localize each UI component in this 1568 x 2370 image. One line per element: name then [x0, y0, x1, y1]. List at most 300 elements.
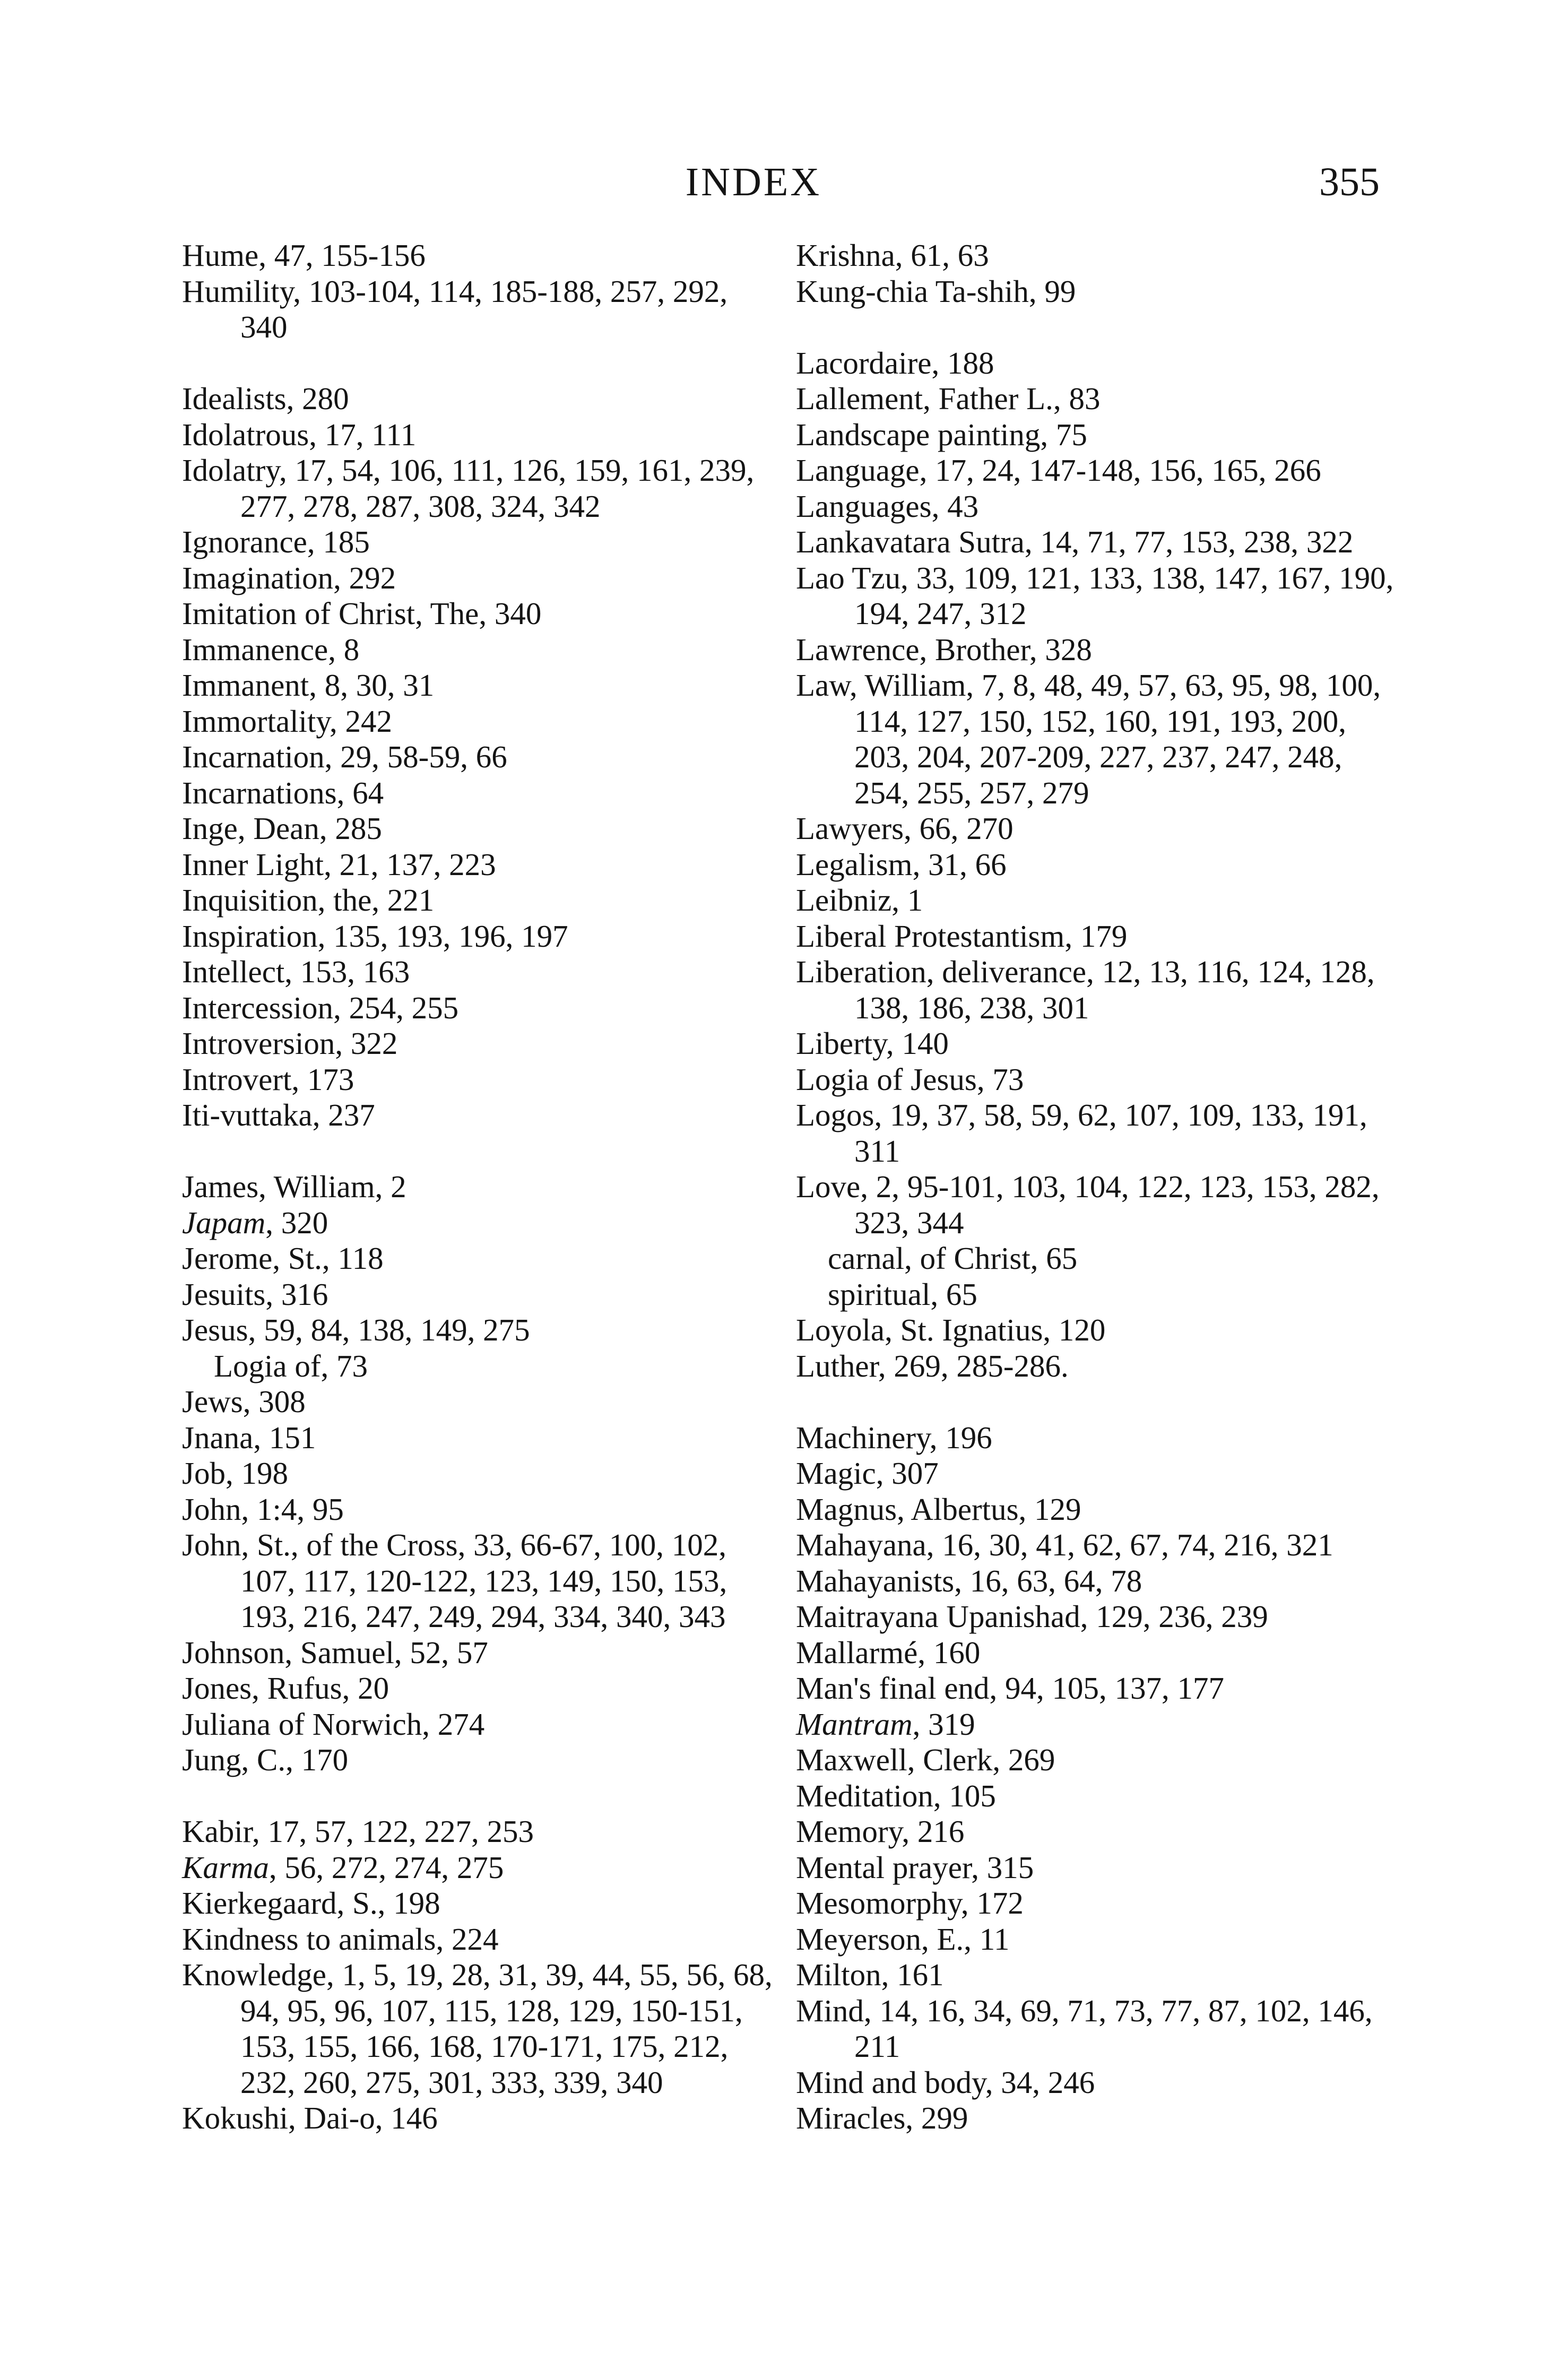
index-entry [182, 1742, 782, 1778]
index-page-refs: 221 [387, 883, 435, 918]
index-term: John, 1:4 [182, 1491, 297, 1527]
index-page-refs: 14, 16, 34, 69, 71, 73, 77, 87, 102, 146, 211 [854, 1993, 1373, 2064]
index-separator: , [1029, 632, 1045, 667]
index-separator: , [312, 1097, 328, 1132]
index-page-refs: 29, 58-59, 66 [340, 739, 507, 774]
index-separator: , [242, 1384, 259, 1419]
index-entry [796, 1671, 1396, 1707]
index-page-refs: 146 [391, 2100, 438, 2135]
index-separator: , [248, 1312, 264, 1347]
index-term: Introversion [182, 1026, 335, 1061]
index-page-refs: 2, 95-101, 103, 104, 122, 123, 153, 282, 323, 344 [854, 1169, 1380, 1240]
index-term: Liberal Protestantism [796, 918, 1065, 954]
index-term: Lallement, Father L. [796, 381, 1053, 416]
index-term: Mind [796, 1993, 864, 2028]
index-page-refs: 198 [241, 1456, 288, 1491]
index-term: Magnus, Albertus [796, 1491, 1019, 1527]
index-term: Luther [796, 1348, 878, 1383]
index-separator: , [926, 1527, 942, 1562]
index-page-refs: 316 [281, 1276, 328, 1312]
index-entry [796, 1026, 1396, 1062]
index-term: James, William [182, 1169, 375, 1204]
index-term: Humility [182, 273, 293, 309]
index-page-refs: 269, 285-286. [894, 1348, 1069, 1383]
index-entry [182, 739, 782, 775]
index-entry [796, 1957, 1396, 1993]
page-header [0, 159, 1568, 218]
index-separator: , [322, 1241, 338, 1276]
index-separator: , [1053, 381, 1069, 416]
section-gap [182, 1134, 782, 1170]
index-term: Jesuits [182, 1276, 266, 1312]
index-entry [182, 704, 782, 740]
index-term: Lao Tzu [796, 560, 901, 595]
index-page-refs: 56, 272, 274, 275 [284, 1849, 504, 1885]
index-page-refs: 59, 84, 138, 149, 275 [264, 1312, 530, 1347]
index-entry [182, 1814, 782, 1850]
index-entry [182, 775, 782, 811]
index-page-refs: 118 [337, 1241, 384, 1276]
index-separator: , [335, 1026, 351, 1061]
index-page-refs: 20 [358, 1671, 389, 1706]
index-entry [182, 1241, 782, 1277]
index-term: Intellect [182, 954, 285, 989]
index-page-refs: 64 [352, 775, 384, 810]
index-separator: , [931, 488, 948, 524]
index-term: Logos [796, 1097, 874, 1132]
index-term: Johnson, Samuel [182, 1634, 394, 1670]
index-page-refs: 1, 5, 19, 28, 31, 39, 44, 55, 56, 68, 94, 95, 96, 107, 115, 128, 129, 150-151, 153, 155, 166, 168, 170-171, 175, 212, 232, 260, 275, 301, 333, 339, 340 [240, 1957, 773, 2100]
index-page-refs: 340 [494, 596, 542, 631]
index-entry [796, 1563, 1396, 1599]
index-entry [796, 2065, 1396, 2101]
index-page-refs: 8 [343, 632, 360, 667]
index-separator: , [992, 1742, 1008, 1777]
index-term: Japam [182, 1205, 266, 1240]
index-entry [796, 381, 1396, 417]
index-term: Immanence [182, 632, 328, 667]
index-term: Jones, Rufus [182, 1671, 342, 1706]
index-entry [796, 2100, 1396, 2137]
index-separator: , [293, 273, 309, 309]
index-page-refs: 280 [302, 381, 349, 416]
index-entry [182, 596, 782, 632]
index-entry [796, 560, 1396, 632]
index-column-right [796, 238, 1396, 2137]
index-page-refs: 274 [437, 1706, 485, 1742]
index-entry [796, 1993, 1396, 2065]
index-page-refs: 196 [945, 1420, 992, 1455]
index-entry [796, 1456, 1396, 1492]
index-separator: , [863, 1993, 880, 2028]
section-gap [796, 309, 1396, 345]
index-entry [182, 238, 782, 274]
index-page-refs: 315 [986, 1849, 1034, 1885]
index-page-refs: 237 [328, 1097, 375, 1132]
index-page-refs: 65 [946, 1276, 977, 1312]
index-page-refs: 31, 66 [928, 846, 1007, 882]
index-page-refs: 103-104, 114, 185-188, 257, 292, 340 [240, 273, 728, 344]
index-separator: , [929, 1420, 946, 1455]
index-separator: , [268, 1849, 285, 1885]
section-gap [182, 1778, 782, 1814]
index-separator: , [912, 1706, 929, 1742]
index-term: Legalism [796, 846, 913, 882]
index-entry [182, 1384, 782, 1420]
index-term: Loyola, St. Ignatius [796, 1312, 1043, 1347]
index-separator: , [333, 990, 349, 1025]
index-separator: , [1040, 417, 1056, 452]
index-term: Inge, Dean [182, 811, 319, 846]
index-page-refs: 173 [307, 1061, 354, 1097]
index-entry [182, 1707, 782, 1743]
index-entry [182, 954, 782, 990]
index-term: Jerome, St. [182, 1241, 322, 1276]
index-entry [796, 1850, 1396, 1886]
index-page-refs: 320 [281, 1205, 328, 1240]
index-page-refs: 105 [949, 1778, 996, 1813]
index-term: Liberation, deliverance [796, 954, 1087, 989]
index-entry [796, 453, 1396, 489]
index-term: Knowledge [182, 1957, 326, 1992]
index-separator: , [330, 703, 345, 739]
index-term: Job [182, 1456, 226, 1491]
index-term: Mallarmé [796, 1634, 918, 1670]
index-page-refs: 21, 137, 223 [339, 846, 496, 882]
index-term: Mahayana [796, 1527, 926, 1562]
index-entry [182, 1062, 782, 1098]
index-term: Kindness to animals [182, 1921, 436, 1957]
index-separator: , [905, 2100, 921, 2135]
index-page-refs: 161 [897, 1957, 944, 1992]
index-page-refs: 129 [1034, 1491, 1081, 1527]
index-page-refs: 34, 246 [1001, 2064, 1095, 2100]
index-term: Jews [182, 1384, 243, 1419]
index-separator: , [307, 524, 323, 559]
index-page-refs: 216 [917, 1814, 965, 1849]
index-page-refs: 307 [891, 1456, 939, 1491]
index-separator: , [919, 453, 935, 488]
index-page-refs: 94, 105, 137, 177 [1005, 1671, 1225, 1706]
index-entry [796, 1635, 1396, 1671]
running-title: INDEX [685, 160, 822, 204]
index-term: Immortality [182, 703, 330, 739]
index-entry [796, 919, 1396, 955]
index-entry [796, 1814, 1396, 1850]
index-page-refs: 170 [301, 1742, 349, 1777]
index-separator: , [891, 883, 907, 918]
index-separator: , [886, 1026, 902, 1061]
index-term: Mind and body [796, 2064, 985, 2100]
index-separator: , [1028, 273, 1045, 309]
index-separator: , [328, 632, 344, 667]
index-entry [796, 1742, 1396, 1778]
index-separator: , [966, 668, 982, 703]
index-page-refs: 17, 54, 106, 111, 126, 159, 161, 239, 277, 278, 287, 308, 324, 342 [240, 453, 755, 524]
index-term: Kabir [182, 1814, 252, 1849]
index-term: Ignorance [182, 524, 307, 559]
index-entry [182, 1312, 782, 1348]
index-term: Jnana [182, 1420, 254, 1455]
index-page-refs: 16, 63, 64, 78 [969, 1563, 1142, 1598]
index-entry [182, 1671, 782, 1707]
index-page-refs: 95 [312, 1491, 344, 1527]
index-term: Imagination [182, 560, 334, 595]
index-term: Hume [182, 238, 259, 273]
index-term: Incarnations [182, 775, 337, 810]
index-separator: , [1043, 1312, 1059, 1347]
index-entry [796, 811, 1396, 847]
index-entry [796, 1492, 1396, 1528]
index-page-refs: 1 [907, 883, 923, 918]
index-entry [796, 1420, 1396, 1456]
index-entry [796, 883, 1396, 919]
index-separator: , [284, 954, 300, 989]
index-subentry [796, 1277, 1396, 1313]
index-entry [182, 811, 782, 847]
index-page-refs: 328 [1045, 632, 1092, 667]
index-page-refs: 33, 66-67, 100, 102, 107, 117, 120-122, 123, 149, 150, 153, 193, 216, 247, 249, 294, 334, 340, 343 [240, 1527, 727, 1634]
index-term: Lacordaire [796, 345, 932, 380]
index-separator: , [964, 1921, 980, 1957]
index-separator: , [930, 1276, 946, 1312]
index-term: Immanent [182, 668, 309, 703]
index-separator: , [258, 238, 274, 273]
index-separator: , [291, 1061, 307, 1097]
index-entry [182, 919, 782, 955]
index-page-refs: 242 [345, 703, 393, 739]
index-term: Idolatrous [182, 417, 309, 452]
index-page-refs: 319 [928, 1706, 975, 1742]
index-term: Love [796, 1169, 861, 1204]
index-term: Idealists [182, 381, 287, 416]
index-separator: , [436, 1921, 452, 1957]
index-separator: , [309, 668, 325, 703]
index-separator: , [912, 846, 929, 882]
index-page-refs: 17, 24, 147-148, 156, 165, 266 [935, 453, 1321, 488]
index-page-refs: 2 [391, 1169, 406, 1204]
index-page-refs: 292 [349, 560, 396, 595]
index-term: Language [796, 453, 920, 488]
index-page-refs: 179 [1080, 918, 1128, 954]
index-page-refs: 99 [1044, 273, 1076, 309]
index-entry [796, 489, 1396, 525]
index-term: Leibniz [796, 883, 892, 918]
index-entry [796, 1599, 1396, 1635]
index-separator: , [422, 1706, 438, 1742]
index-term: John, St., of the Cross [182, 1527, 458, 1562]
index-separator: , [917, 1634, 933, 1670]
index-entry [796, 1778, 1396, 1814]
index-term: Jung, C. [182, 1742, 286, 1777]
section-gap [182, 345, 782, 382]
index-page-refs: 17, 111 [324, 417, 417, 452]
index-page-refs: 120 [1058, 1312, 1106, 1347]
index-entry [182, 1277, 782, 1313]
index-entry [182, 1957, 782, 2100]
index-separator: , [902, 1814, 917, 1849]
index-entry [182, 1420, 782, 1456]
index-term: Machinery [796, 1420, 930, 1455]
index-entry [796, 417, 1396, 453]
index-entry [182, 1635, 782, 1671]
index-term: Inner Light [182, 846, 324, 882]
index-term: Maxwell, Clerk [796, 1742, 993, 1777]
index-entry [796, 954, 1396, 1026]
index-separator: , [309, 417, 325, 452]
index-page-refs: 185 [323, 524, 370, 559]
index-entry [796, 1348, 1396, 1385]
index-page-refs: 12, 13, 116, 124, 128, 138, 186, 238, 301 [854, 954, 1375, 1025]
index-page-refs: 322 [350, 1026, 398, 1061]
index-separator: , [931, 345, 947, 380]
index-term: Maitrayana Upanishad [796, 1599, 1080, 1634]
index-separator: , [375, 2100, 391, 2135]
index-entry [796, 524, 1396, 560]
index-separator: , [285, 1742, 301, 1777]
index-term: Logia of [214, 1348, 321, 1383]
index-separator: , [317, 918, 334, 954]
index-page-refs: 135, 193, 196, 197 [333, 918, 568, 954]
index-separator: , [933, 1778, 949, 1813]
index-separator: , [342, 1671, 358, 1706]
index-entry [796, 1312, 1396, 1348]
index-entry [182, 2100, 782, 2137]
index-entry [182, 1169, 782, 1205]
index-separator: , [265, 1276, 281, 1312]
index-page-refs: 11 [979, 1921, 1010, 1957]
index-term: Introvert [182, 1061, 292, 1097]
index-separator: , [976, 1061, 993, 1097]
index-page-refs: 224 [452, 1921, 499, 1957]
index-separator: , [225, 1456, 241, 1491]
index-entry [796, 1707, 1396, 1743]
index-entry [182, 883, 782, 919]
index-entry [796, 632, 1396, 668]
index-separator: , [1086, 954, 1102, 989]
index-entry [796, 345, 1396, 382]
index-separator: , [286, 381, 302, 416]
index-separator: , [1064, 918, 1080, 954]
index-page-refs: 8, 30, 31 [324, 668, 435, 703]
index-term: Miracles [796, 2100, 906, 2135]
index-page-refs: 17, 57, 122, 227, 253 [267, 1814, 534, 1849]
index-page-refs: 14, 71, 77, 153, 238, 322 [1040, 524, 1354, 559]
index-term: Memory [796, 1814, 902, 1849]
index-page-refs: 43 [947, 488, 979, 524]
index-entry [182, 668, 782, 704]
index-term: Kokushi, Dai-o [182, 2100, 375, 2135]
index-separator: , [904, 811, 920, 846]
index-separator: , [324, 739, 341, 774]
index-term: Meditation [796, 1778, 933, 1813]
index-separator: , [954, 1563, 970, 1598]
index-term: Magic [796, 1456, 876, 1491]
index-page-refs: 285 [335, 811, 382, 846]
index-separator: , [881, 1957, 897, 1992]
index-entry [796, 1885, 1396, 1922]
index-entry [182, 1456, 782, 1492]
index-page-refs: 19, 37, 58, 59, 62, 107, 109, 133, 191, 311 [854, 1097, 1367, 1169]
index-separator: , [1024, 524, 1041, 559]
index-page-refs: 151 [268, 1420, 316, 1455]
index-separator: , [394, 1634, 410, 1670]
index-separator: , [985, 2064, 1001, 2100]
index-term: Languages [796, 488, 932, 524]
index-term: Juliana of Norwich [182, 1706, 422, 1742]
index-entry [182, 1205, 782, 1241]
index-term: Lankavatara Sutra [796, 524, 1025, 559]
index-separator: , [457, 1527, 474, 1562]
index-entry [182, 1527, 782, 1635]
index-separator: , [320, 1348, 337, 1383]
index-term: Jesus [182, 1312, 248, 1347]
index-term: Incarnation [182, 739, 325, 774]
index-entry [182, 1097, 782, 1134]
index-term: Kierkegaard, S. [182, 1885, 378, 1921]
index-term: Lawrence, Brother [796, 632, 1029, 667]
index-separator: , [971, 1849, 987, 1885]
index-separator: , [960, 1885, 977, 1921]
index-page-refs: 153, 163 [300, 954, 410, 989]
index-entry [182, 560, 782, 596]
index-term: spiritual [828, 1276, 931, 1312]
index-page-refs: 73 [336, 1348, 368, 1383]
index-entry [796, 668, 1396, 811]
index-term: Kung-chia Ta-shih [796, 273, 1029, 309]
index-page-refs: 65 [1046, 1241, 1078, 1276]
index-term: Logia of Jesus [796, 1061, 977, 1097]
index-separator: , [333, 560, 349, 595]
index-entry [796, 274, 1396, 310]
index-entry [796, 238, 1396, 274]
index-page-refs: 140 [902, 1026, 949, 1061]
index-entry [796, 1922, 1396, 1958]
index-term: Mahayanists [796, 1563, 955, 1598]
index-separator: , [1018, 1491, 1035, 1527]
index-separator: , [1080, 1599, 1096, 1634]
index-page-refs: 66, 270 [919, 811, 1013, 846]
index-separator: , [874, 1097, 890, 1132]
index-page-refs: 47, 155-156 [274, 238, 426, 273]
index-page-refs: 160 [933, 1634, 981, 1670]
index-entry [182, 1492, 782, 1528]
index-separator: , [336, 775, 353, 810]
index-term: Meyerson, E. [796, 1921, 964, 1957]
index-column-left [182, 238, 782, 2137]
index-entry [182, 453, 782, 524]
index-page-refs: 308 [258, 1384, 306, 1419]
index-page-refs: 299 [921, 2100, 968, 2135]
index-term: Mental prayer [796, 1849, 972, 1885]
index-term: Karma [182, 1849, 269, 1885]
index-entry [182, 1850, 782, 1886]
index-term: carnal, of Christ [828, 1241, 1030, 1276]
index-separator: , [252, 1814, 268, 1849]
index-page-refs: 52, 57 [410, 1634, 488, 1670]
index-term: Idolatry [182, 453, 279, 488]
index-term: Inquisition, the [182, 883, 372, 918]
index-separator: , [900, 560, 916, 595]
index-term: Mantram [796, 1706, 913, 1742]
index-entry [182, 1922, 782, 1958]
index-page-refs: 61, 63 [911, 238, 989, 273]
index-separator: , [265, 1205, 281, 1240]
index-page-refs: 16, 30, 41, 62, 67, 74, 216, 321 [942, 1527, 1333, 1562]
index-term: Milton [796, 1957, 881, 1992]
index-page-refs: 7, 8, 48, 49, 57, 63, 95, 98, 100, 114, 127, 150, 152, 160, 191, 193, 200, 203, 204, 207-209, 227, 237, 247, 248, 254, 255, 257, 279 [854, 668, 1381, 810]
index-separator: , [324, 846, 340, 882]
